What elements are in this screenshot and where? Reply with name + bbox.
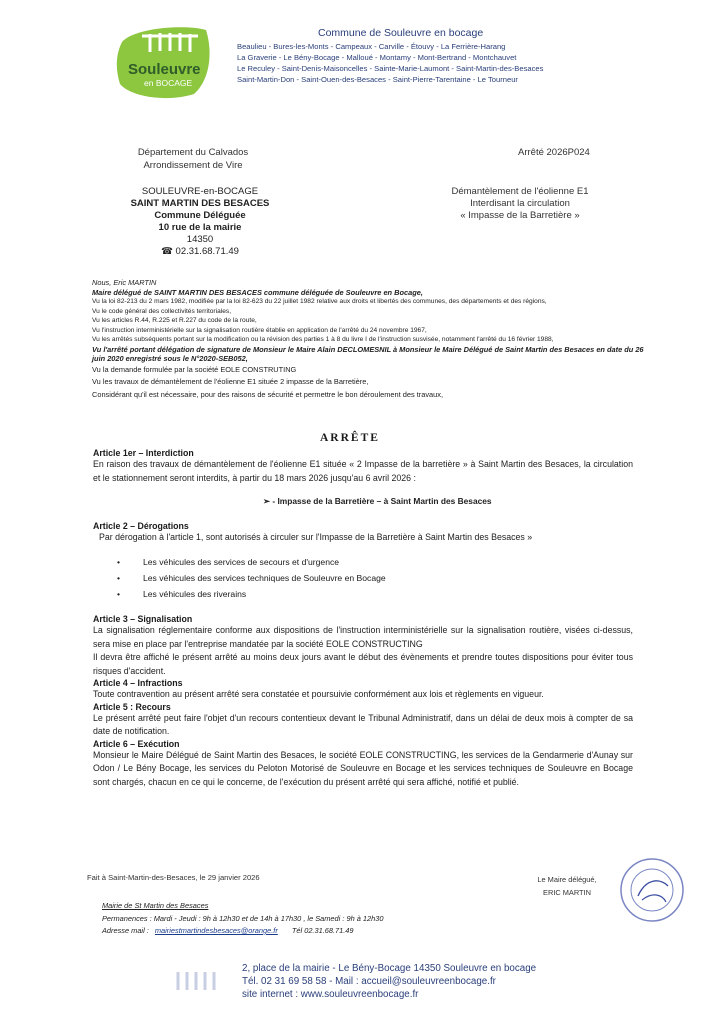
fait-a-line: Fait à Saint-Martin-des-Besaces, le 29 janvier 2026 — [87, 873, 260, 882]
mail-label: Adresse mail : — [102, 926, 149, 935]
footer-contact: Tél. 02 31 69 58 58 - Mail : accueil@souleuvreenbocage.fr — [242, 976, 496, 987]
article-2-text: Par dérogation à l'article 1, sont autorisés à circuler sur l'Impasse de la Barretière à Saint Martin des Besaces » — [99, 531, 533, 542]
address-postcode: 14350 — [186, 234, 214, 245]
mail-row — [102, 925, 383, 938]
signatory-title: Le Maire délégué, — [537, 875, 597, 884]
department-block — [118, 147, 268, 172]
footer-logo-mark — [172, 970, 222, 992]
article-1-text: En raison des travaux de démantèlement de l'éolienne E1 située « 2 Impasse de la barretière » à Saint Martin des Besaces, la circulation et le stationnement seront interdits, à partir du 18 mars 2026 jusqu'au 6 avril 2026 : — [93, 459, 633, 483]
maire-line: Maire délégué de SAINT MARTIN DES BESACES commune déléguée de Souleuvre en Bocage, — [92, 287, 423, 297]
visa-line: Vu le code général des collectivités territoriales, — [92, 307, 232, 315]
visa-delegation-line: Vu l'arrêté portant délégation de signature de Monsieur le Maire Alain DECLOMESNIL à Monsieur le Maire Délégué de Saint Martin des Besaces en date du 26 juin 2020 enregistré sous le N°2020-SEB052, — [92, 344, 644, 363]
stamp-seal — [618, 856, 686, 924]
signatory — [527, 873, 607, 899]
communes-list — [237, 41, 607, 85]
arrondissement-line: Arrondissement de Vire — [143, 159, 243, 171]
articles-body — [93, 448, 633, 789]
communes-line: Le Reculey - Saint-Denis-Maisoncelles - Sainte-Marie-Laumont - Saint-Martin-des-Besaces — [237, 64, 544, 73]
official-stamp — [618, 856, 686, 924]
mairie-contact — [102, 900, 383, 938]
article-3-heading: Article 3 – Signalisation — [93, 614, 193, 624]
arrete-object — [440, 186, 600, 222]
visa-line: Vu la loi 82-213 du 2 mars 1982, modifiée par la loi 82-623 du 22 juillet 1982 relative aux droits et libertés des communes, des départements et des régions, — [92, 298, 547, 305]
article-5-text: Le présent arrêté peut faire l'objet d'un recours contentieux devant le Tribunal Administratif, dans un délai de deux mois à compter de sa date de notification. — [93, 712, 633, 736]
visa-line: Vu les travaux de démantèlement de l'éolienne E1 située 2 impasse de la Barretière, — [92, 377, 369, 386]
object-line: Interdisant la circulation — [470, 198, 570, 209]
opening-hours: Permanences : Mardi - Jeudi : 9h à 12h30 et de 14h à 17h30 , le Samedi : 9h à 12h30 — [102, 913, 384, 923]
arrete-title: ARRÊTE — [320, 432, 380, 444]
communes-line: La Graverie - Le Bény-Bocage - Malloué - Montamy - Mont-Bertrand - Montchauvet — [237, 53, 517, 62]
footer — [242, 962, 536, 1001]
commune-deleguee-name: SAINT MARTIN DES BESACES — [130, 198, 270, 209]
visa-line: Vu la demande formulée par la société EOLE CONSTRUTING — [92, 364, 297, 374]
derogations-list — [117, 554, 633, 602]
mairie-title: Mairie de St Martin des Besaces — [102, 901, 209, 910]
object-line: Démantèlement de l'éolienne E1 — [451, 186, 589, 197]
logo-line2: en BOCAGE — [144, 78, 193, 88]
list-item: • Les véhicules des services techniques de Souleuvre en Bocage — [117, 570, 633, 586]
logo-line1: Souleuvre — [128, 61, 201, 78]
visa-line: Vu les arrêtés subséquents portant sur la modification ou la révision des parties 1 à 8 du livre I de l'instruction susvisée, notamment l'arrêté du 16 février 1988, — [92, 336, 554, 343]
considerant-line: Considérant qu'il est nécessaire, pour des raisons de sécurité et permettre le bon déroulement des travaux, — [92, 389, 444, 399]
commune-name: SOULEUVRE-en-BOCAGE — [141, 186, 259, 197]
article-6-heading: Article 6 – Exécution — [93, 738, 180, 749]
article-1-heading: Article 1er – Interdiction — [93, 448, 194, 458]
communes-line: Beaulieu - Bures-les-Monts - Campeaux - Carville - Étouvy - La Ferrière-Harang — [237, 42, 506, 51]
article-2-heading: Article 2 – Dérogations — [93, 520, 189, 531]
visa-line: Vu l'instruction interministérielle sur la signalisation routière établie en application de l'arrêté du 24 novembre 1967, — [92, 326, 427, 334]
address-street: 10 rue de la mairie — [158, 222, 242, 233]
department-line: Département du Calvados — [137, 147, 249, 158]
commune-deleguee-label: Commune Déléguée — [154, 210, 246, 221]
communes-line: Saint-Martin-Don - Saint-Ouen-des-Besaces - Saint-Pierre-Tarentaine - Le Tourneur — [237, 75, 518, 84]
article-4-text: Toute contravention au présent arrêté sera constatée et poursuivie conformément aux lois et règlements en vigueur. — [93, 689, 544, 699]
commune-address-block — [120, 186, 280, 258]
footer-bars-icon — [172, 970, 222, 992]
article-3-text: La signalisation réglementaire conforme aux dispositions de l'instruction interministérielle sur la signalisation routière, visées ci-dessus, sera mise en place par l'entreprise mandatée par la société EOLE CONSTRUCTING — [93, 625, 633, 649]
visas-block — [92, 278, 652, 401]
logo-shape — [114, 22, 214, 100]
list-item: • Les véhicules des riverains — [117, 586, 633, 602]
phone-number: ☎ 02.31.68.71.49 — [161, 246, 239, 257]
mail-link[interactable]: mairiestmartindesbesaces@orange.fr — [154, 926, 278, 935]
object-line: « Impasse de la Barretière » — [460, 210, 580, 221]
footer-website: site internet : www.souleuvreenbocage.fr — [242, 989, 419, 1000]
list-item: • Les véhicules des services de secours et d'urgence — [117, 554, 633, 570]
article-5-heading: Article 5 : Recours — [93, 701, 171, 712]
mairie-phone: Tél 02.31.68.71.49 — [291, 926, 354, 935]
article-6-text: Monsieur le Maire Délégué de Saint Martin des Besaces, le société EOLE CONSTRUCTING, les services de la Gendarmerie d'Aunay sur Odon / Le Bény Bocage, les services du Peloton Motorisé de Souleuvre en Bocage et les services techniques de Souleuvre en Bocage sont chargés, chacun en ce qui le concerne, de l'exécution du présent arrêté qui sera affiché, notifié et publié. — [93, 749, 633, 787]
signatory-name: ERIC MARTIN — [543, 888, 591, 897]
article-3-text-2: Il devra être affiché le présent arrêté au moins deux jours avant le début des évènements et prendre toutes dispositions pour éviter tous risques d'accident. — [93, 652, 633, 676]
footer-address: 2, place de la mairie - Le Bény-Bocage 14350 Souleuvre en bocage — [242, 963, 537, 974]
nous-line: Nous, Eric MARTIN — [92, 278, 157, 287]
header-title: Commune de Souleuvre en bocage — [318, 27, 484, 39]
souleuvre-logo — [114, 22, 214, 100]
article-4-heading: Article 4 – Infractions — [93, 678, 183, 688]
article-1-item: ➢ - Impasse de la Barretière – à Saint Martin des Besaces — [263, 496, 492, 506]
visa-line: Vu les articles R.44, R.225 et R.227 du code de la route, — [92, 317, 257, 324]
arrete-number: Arrêté 2026P024 — [518, 147, 590, 158]
